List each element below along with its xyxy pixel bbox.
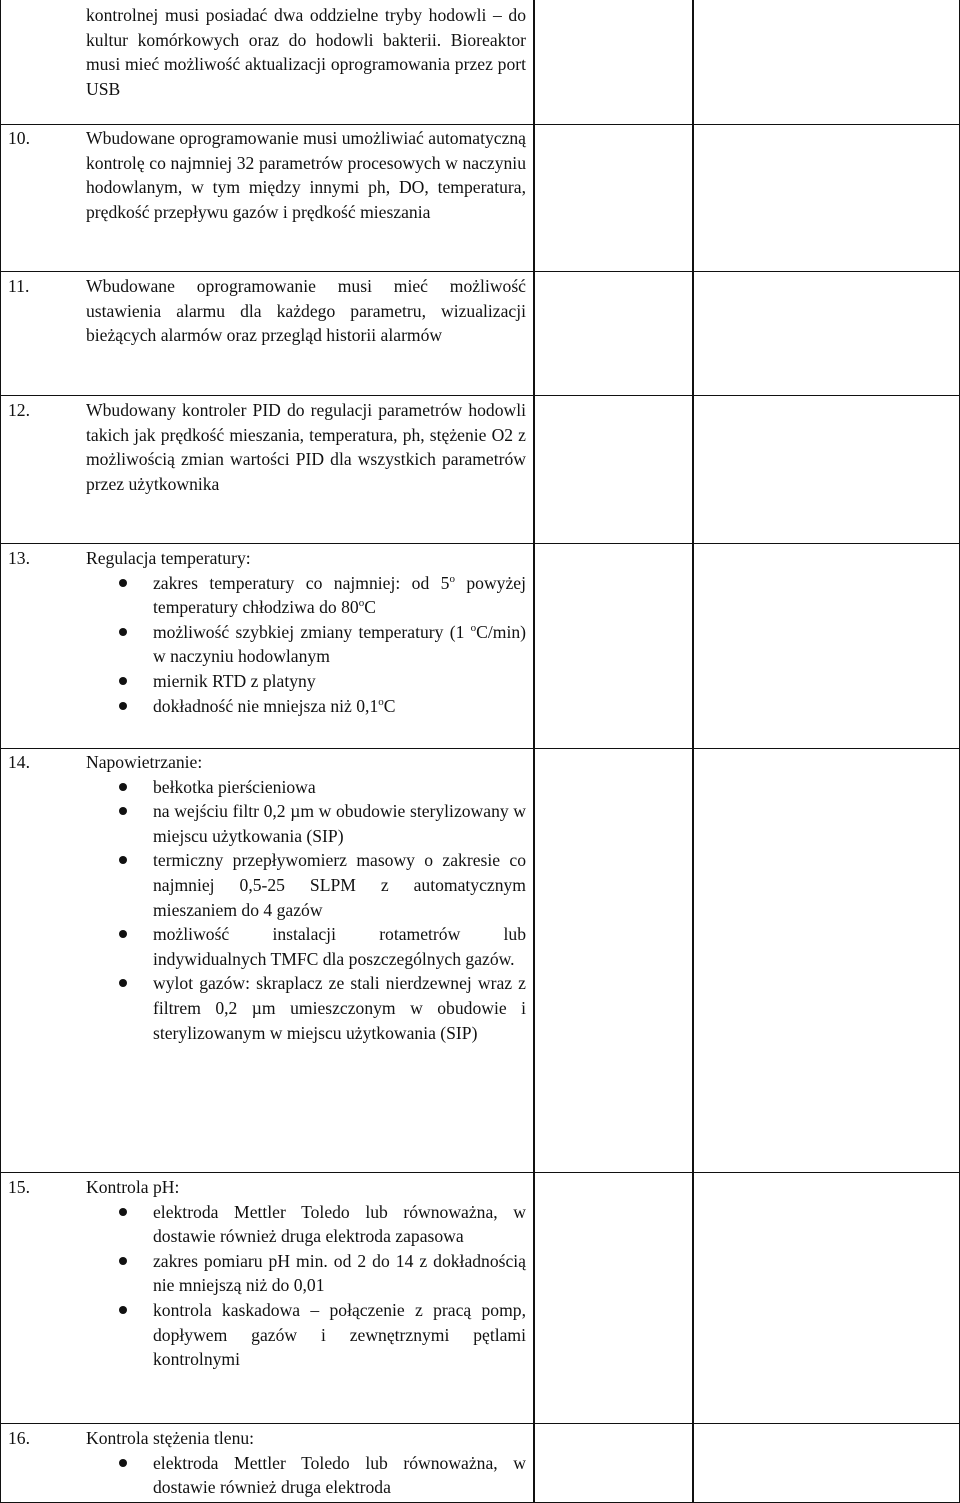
- table-row: [0, 543, 960, 748]
- list-item: zakres temperatury co najmniej: od 5$^o$ powyżej temperatury chłodziwa do 80$^o$C: [86, 571, 526, 620]
- bullet-list: [86, 571, 526, 719]
- spec-text: Wbudowane oprogramowanie musi mieć możliwość ustawienia alarmu dla każdego parametru, wizualizacji bieżących alarmów oraz przegląd historii alarmów: [86, 276, 526, 346]
- section-heading: Kontrola pH:: [86, 1177, 180, 1197]
- list-item: zakres pomiaru pH min. od 2 do 14 z dokładnością nie mniejszą niż do 0,01: [86, 1249, 526, 1298]
- spec-text: Wbudowany kontroler PID do regulacji parametrów hodowli takich jak prędkość mieszania, temperatura, ph, stężenie O2 z możliwością zmian wartości PID dla wszystkich parametrów przez użytkownika: [86, 400, 526, 494]
- section-heading: Kontrola stężenia tlenu:: [86, 1428, 255, 1448]
- spec-text: Wbudowane oprogramowanie musi umożliwiać automatyczną kontrolę co najmniej 32 parametrów procesowych w naczyniu hodowlanym, w tym między innymi ph, DO, temperatura, prędkość przepływu gazów i prędkość mieszania: [86, 128, 526, 222]
- list-item: miernik RTD z platyny: [86, 669, 526, 694]
- list-item: kontrola kaskadowa – połączenie z pracą pomp, dopływem gazów i zewnętrznymi pętlami kontrolnymi: [86, 1298, 526, 1372]
- list-item: bełkotka pierścieniowa: [86, 775, 526, 800]
- list-item: na wejściu filtr 0,2 µm w obudowie sterylizowany w miejscu użytkowania (SIP): [86, 799, 526, 848]
- item-number: 11.: [8, 276, 30, 296]
- spec-cell: [8, 750, 526, 1045]
- list-item: elektroda Mettler Toledo lub równoważna, w dostawie również druga elektroda zapasowa: [86, 1200, 526, 1249]
- spec-cell: [8, 398, 526, 496]
- list-item: elektroda Mettler Toledo lub równoważna, w dostawie również druga elektroda: [86, 1451, 526, 1500]
- spec-cell: [8, 274, 526, 348]
- spec-cell: [8, 3, 526, 101]
- table-row: [0, 1172, 960, 1423]
- spec-text: kontrolnej musi posiadać dwa oddzielne tryby hodowli – do kultur komórkowych oraz do hodowli bakterii. Bioreaktor musi mieć możliwość aktualizacji oprogramowania przez port USB: [86, 5, 526, 99]
- section-heading: Napowietrzanie:: [86, 752, 203, 772]
- bullet-list: [86, 1451, 526, 1500]
- item-number: 12.: [8, 400, 30, 420]
- item-number: 10.: [8, 128, 30, 148]
- table-row: [0, 0, 960, 124]
- table-row: [0, 124, 960, 271]
- item-number: 16.: [8, 1428, 30, 1448]
- spec-cell: [8, 546, 526, 718]
- section-heading: Regulacja temperatury:: [86, 548, 251, 568]
- bullet-list: [86, 1200, 526, 1372]
- table-row: [0, 1423, 960, 1503]
- list-item: wylot gazów: skraplacz ze stali nierdzewnej wraz z filtrem 0,2 µm umieszczonym w obudowie i sterylizowanym w miejscu użytkowania (SIP): [86, 971, 526, 1045]
- item-number: 14.: [8, 752, 30, 772]
- item-number: 15.: [8, 1177, 30, 1197]
- spec-cell: [8, 1426, 526, 1500]
- list-item: termiczny przepływomierz masowy o zakresie co najmniej 0,5-25 SLPM z automatycznym mieszaniem do 4 gazów: [86, 848, 526, 922]
- bullet-list: [86, 775, 526, 1046]
- table-row: [0, 395, 960, 543]
- spec-cell: [8, 1175, 526, 1372]
- list-item: możliwość szybkiej zmiany temperatury (1 $^o$C/min) w naczyniu hodowlanym: [86, 620, 526, 669]
- list-item: dokładność nie mniejsza niż 0,1$^o$C: [86, 694, 526, 719]
- table-row: [0, 748, 960, 1172]
- list-item: możliwość instalacji rotametrów lub indywidualnych TMFC dla poszczególnych gazów.: [86, 922, 526, 971]
- item-number: 13.: [8, 548, 30, 568]
- table-row: [0, 271, 960, 395]
- spec-cell: [8, 126, 526, 224]
